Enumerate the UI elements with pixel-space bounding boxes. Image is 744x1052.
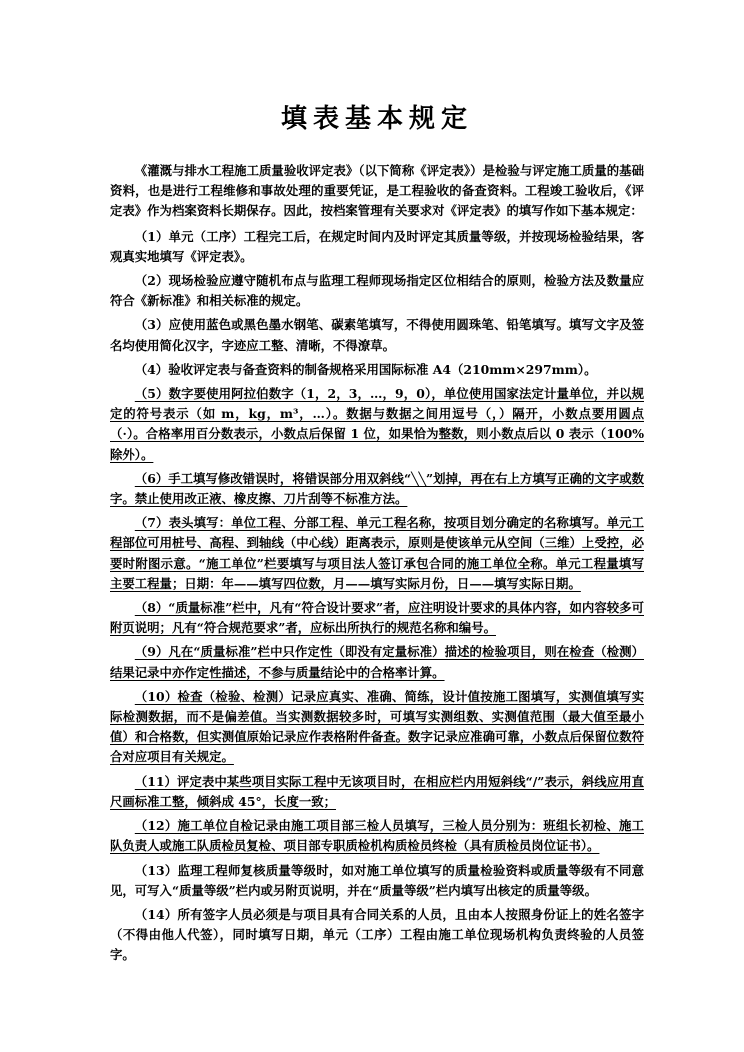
paragraph-7 xyxy=(110,513,644,594)
paragraph-9 xyxy=(110,642,644,682)
paragraph-10-text: （10）检查（检验、检测）记录应真实、准确、简练，设计值按施工图填写，实测值填写实际检测数据，而不是偏差值。当实测数据较多时，可填写实测组数、实测值范围（最大值至最小值）和合格数，但实测值原始记录应作表格附件备查。数字记录应准确可靠，小数点后保留位数符合对应项目有关规定。 xyxy=(110,688,644,765)
paragraph-1: （1）单元（工序）工程完工后，在规定时间内及时评定其质量等级，并按现场检验结果，客观真实地填写《评定表》。 xyxy=(110,228,644,264)
paragraph-3: （3）应使用蓝色或黑色墨水钢笔、碳素笔填写，不得使用圆珠笔、铅笔填写。填写文字及签名均使用简化汉字，字迹应工整、清晰，不得潦草。 xyxy=(110,317,644,353)
page-title: 填表基本规定 xyxy=(280,104,473,134)
paragraph-9-text: （9）凡在“质量标准”栏中只作定性（即没有定量标准）描述的检验项目，则在检查（检测）结果记录中亦作定性描述，不参与质量结论中的合格率计算。 xyxy=(110,644,644,680)
paragraph-intro: 《灌溉与排水工程施工质量验收评定表》（以下简称《评定表》）是检验与评定施工质量的基础资料，也是进行工程维修和事故处理的重要凭证，是工程验收的备查资料。工程竣工验收后，《评定表》作为档案资料长期保存。因此，按档案管理有关要求对《评定表》的填写作如下基本规定： xyxy=(110,163,644,219)
paragraph-14: （14）所有签字人员必须是与项目具有合同关系的人员，且由本人按照身份证上的姓名签字（不得由他人代签），同时填写日期，单元（工序）工程由施工单位现场机构负责终验的人员签字。 xyxy=(110,906,644,963)
paragraph-10 xyxy=(110,687,644,768)
paragraph-4: （4）验收评定表与备查资料的制备规格采用国际标准 A4（210mm×297mm）。 xyxy=(134,361,597,377)
paragraph-6-text: （6）手工填写修改错误时，将错误部分用双斜线“╲╲”划掉，再在右上方填写正确的文字或数字。禁止使用改正液、橡皮擦、刀片刮等不标准方法。 xyxy=(110,470,644,507)
paragraph-7-text: （7）表头填写：单位工程、分部工程、单元工程名称，按项目划分确定的名称填写。单元工程部位可用桩号、高程、到轴线（中心线）距离表示，原则是使该单元从空间（三维）上受控，必要时附图示意。“施工单位”栏要填写与项目法人签订承包合同的施工单位全称。单元工程量填写主要工程量；日期：年——填写四位数，月——填写实际月份，日——填写实际日期。 xyxy=(110,515,644,591)
paragraph-2: （2）现场检验应遵守随机布点与监理工程师现场指定区位相结合的原则，检验方法及数量应符合《新标准》和相关标准的规定。 xyxy=(110,273,644,309)
paragraph-13: （13）监理工程师复核质量等级时，如对施工单位填写的质量检验资料或质量等级有不同意见，可写入“质量等级”栏内或另附页说明，并在“质量等级”栏内填写出核定的质量等级。 xyxy=(110,862,644,898)
paragraph-5-text: （5）数字要使用阿拉伯数字（1，2，3，…，9，0），单位使用国家法定计量单位，并以规定的符号表示（如 m，kg，m³，…）。数据与数据之间用逗号（，）隔开，小数点要用圆点（·）。合格率用百分数表示，小数点后保留 1 位，如果恰为整数，则小数点后以 0 表示（100%除外）。 xyxy=(110,386,644,462)
paragraph-8 xyxy=(110,598,644,638)
paragraph-5 xyxy=(110,384,644,465)
paragraph-11-text: （11）评定表中某些项目实际工程中无该项目时，在相应栏内用短斜线“/”表示，斜线应用直尺画标准工整，倾斜成 45°，长度一致； xyxy=(110,773,644,809)
paragraph-6 xyxy=(110,469,644,509)
paragraph-8-text: （8）“质量标准”栏中，凡有“符合设计要求”者，应注明设计要求的具体内容，如内容较多可附页说明；凡有“符合规范要求”者，应标出所执行的规范名称和编号。 xyxy=(110,600,644,636)
paragraph-12 xyxy=(110,816,644,856)
paragraph-11 xyxy=(110,772,644,812)
paragraph-12-text: （12）施工单位自检记录由施工项目部三检人员填写，三检人员分别为：班组长初检、施工队负责人或施工队质检员复检、项目部专职质检机构质检员终检（具有质检员岗位证书）。 xyxy=(110,818,644,854)
